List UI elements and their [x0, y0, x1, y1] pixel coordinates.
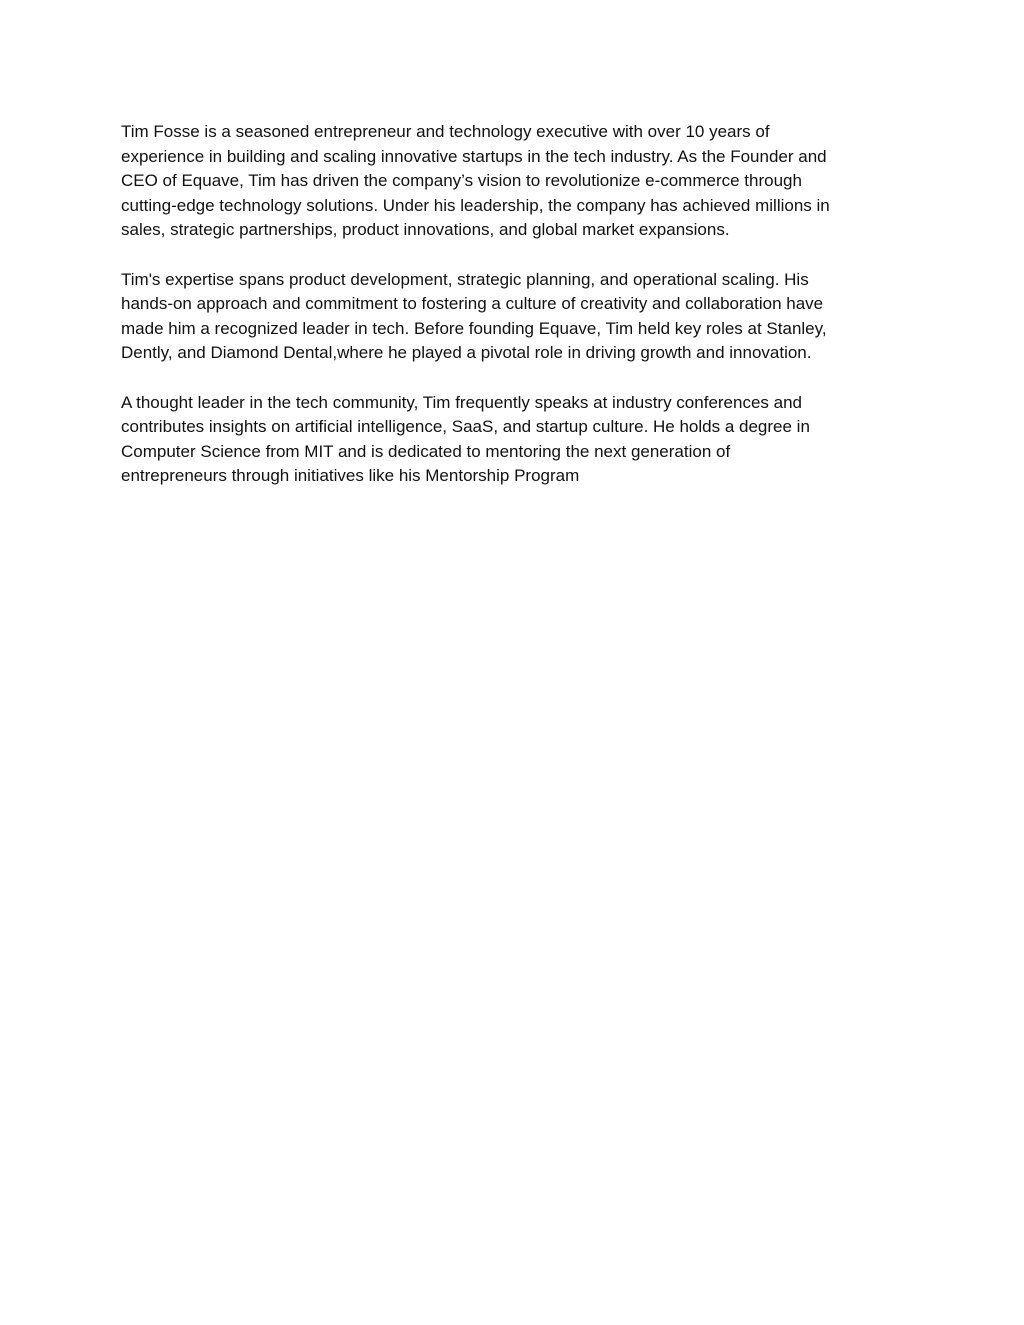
paragraph-line: Tim's expertise spans product development, strategic planning, and operational scaling. His [121, 269, 809, 289]
paragraph-line: cutting-edge technology solutions. Under his leadership, the company has achieved millions in [121, 195, 830, 215]
document-body [121, 120, 911, 514]
paragraph-line: Dently, and Diamond Dental,where he played a pivotal role in driving growth and innovation. [121, 343, 812, 362]
paragraph-line: made him a recognized leader in tech. Before founding Equave, Tim held key roles at Stanley, [121, 318, 827, 338]
bio-paragraph-expertise [121, 268, 911, 366]
paragraph-line: experience in building and scaling innovative startups in the tech industry. As the Founder and [121, 146, 827, 166]
paragraph-line: entrepreneurs through initiatives like his Mentorship Program [121, 466, 580, 485]
paragraph-line: Tim Fosse is a seasoned entrepreneur and technology executive with over 10 years of [121, 122, 770, 141]
paragraph-line: hands-on approach and commitment to fostering a culture of creativity and collaboration have [121, 294, 824, 313]
bio-paragraph-thought-leadership [121, 391, 911, 489]
paragraph-line: sales, strategic partnerships, product innovations, and global market expansions. [121, 220, 730, 239]
paragraph-line: A thought leader in the tech community, Tim frequently speaks at industry conferences and [121, 392, 803, 412]
paragraph-line: contributes insights on artificial intelligence, SaaS, and startup culture. He holds a degree in [121, 417, 810, 436]
paragraph-line: CEO of Equave, Tim has driven the company’s vision to revolutionize e-commerce through [121, 171, 802, 190]
bio-paragraph-intro [121, 120, 911, 243]
paragraph-line: Computer Science from MIT and is dedicated to mentoring the next generation of [121, 441, 731, 461]
